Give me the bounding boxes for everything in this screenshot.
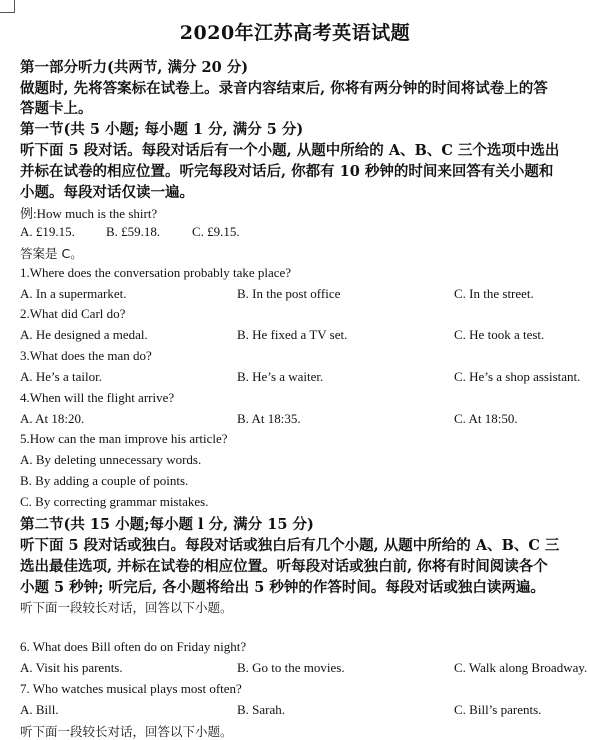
section2-instructions-line-1: 听下面 5 段对话或独白。每段对话或独白后有几个小题, 从题中所给的 A、B、C 三 (20, 537, 560, 554)
question-4-option-a: A. At 18:20. (20, 411, 85, 426)
question-1-option-a: A. In a supermarket. (20, 286, 127, 301)
example-answer: 答案是 C。 (20, 246, 83, 261)
question-3-option-c: C. He’s a shop assistant. (454, 369, 581, 384)
question-7: 7. Who watches musical plays most often? (20, 681, 242, 696)
question-5-option-a: A. By deleting unnecessary words. (20, 452, 202, 467)
question-6-option-a: A. Visit his parents. (20, 660, 123, 675)
section2-instructions-line-2: 选出最佳选项, 并标在试卷的相应位置。听每段对话或独白前, 你将有时间阅读各个 (20, 558, 548, 575)
question-1: 1.Where does the conversation probably take place? (20, 265, 292, 280)
section1-heading: 第一节(共 5 小题; 每小题 1 分, 满分 5 分) (20, 121, 304, 138)
section1-instructions-line-1: 听下面 5 段对话。每段对话后有一个小题, 从题中所给的 A、B、C 三个选项中选出 (20, 142, 560, 159)
question-5-option-b: B. By adding a couple of points. (20, 473, 189, 488)
example-option-b: B. £59.18. (106, 224, 161, 239)
section1-instructions-line-3: 小题。每段对话仅读一遍。 (20, 184, 194, 201)
example-option-a: A. £19.15. (20, 224, 75, 239)
question-1-option-b: B. In the post office (237, 286, 341, 301)
question-5-option-c: C. By correcting grammar mistakes. (20, 494, 209, 509)
page-title: 2020年江苏高考英语试题 (179, 22, 411, 44)
question-6: 6. What does Bill often do on Friday night? (20, 639, 247, 654)
question-5: 5.How can the man improve his article? (20, 431, 228, 446)
question-6-option-c: C. Walk along Broadway. (454, 660, 588, 675)
question-2-option-b: B. He fixed a TV set. (237, 327, 348, 342)
question-7-option-b: B. Sarah. (237, 702, 286, 717)
part1-heading: 第一部分听力(共两节, 满分 20 分) (20, 59, 249, 76)
question-2: 2.What did Carl do? (20, 306, 126, 321)
question-4-option-b: B. At 18:35. (237, 411, 301, 426)
question-2-option-c: C. He took a test. (454, 327, 545, 342)
section2-note-2: 听下面一段较长对话，回答以下小题。 (20, 724, 233, 739)
part1-instructions-line-2: 答题卡上。 (20, 100, 93, 117)
question-2-option-a: A. He designed a medal. (20, 327, 148, 342)
question-7-option-c: C. Bill’s parents. (454, 702, 542, 717)
question-3: 3.What does the man do? (20, 348, 152, 363)
question-4-option-c: C. At 18:50. (454, 411, 518, 426)
question-6-option-b: B. Go to the movies. (237, 660, 345, 675)
section1-instructions-line-2: 并标在试卷的相应位置。听完每段对话后, 你都有 10 秒钟的时间来回答有关小题和 (20, 163, 554, 180)
section2-note-1: 听下面一段较长对话，回答以下小题。 (20, 600, 233, 615)
section2-instructions-line-3: 小题 5 秒钟; 听完后, 各小题将给出 5 秒钟的作答时间。每段对话或独白读两遍。 (20, 579, 545, 596)
question-4: 4.When will the flight arrive? (20, 390, 175, 405)
question-3-option-a: A. He’s a tailor. (20, 369, 102, 384)
section2-heading: 第二节(共 15 小题;每小题 l 分, 满分 15 分) (20, 516, 314, 533)
question-7-option-a: A. Bill. (20, 702, 59, 717)
crop-mark (0, 0, 15, 13)
question-3-option-b: B. He’s a waiter. (237, 369, 324, 384)
part1-instructions-line-1: 做题时, 先将答案标在试卷上。录音内容结束后, 你将有两分钟的时间将试卷上的答 (20, 80, 548, 97)
question-1-option-c: C. In the street. (454, 286, 534, 301)
example-question: 例:How much is the shirt? (20, 206, 158, 221)
example-option-c: C. £9.15. (192, 224, 240, 239)
